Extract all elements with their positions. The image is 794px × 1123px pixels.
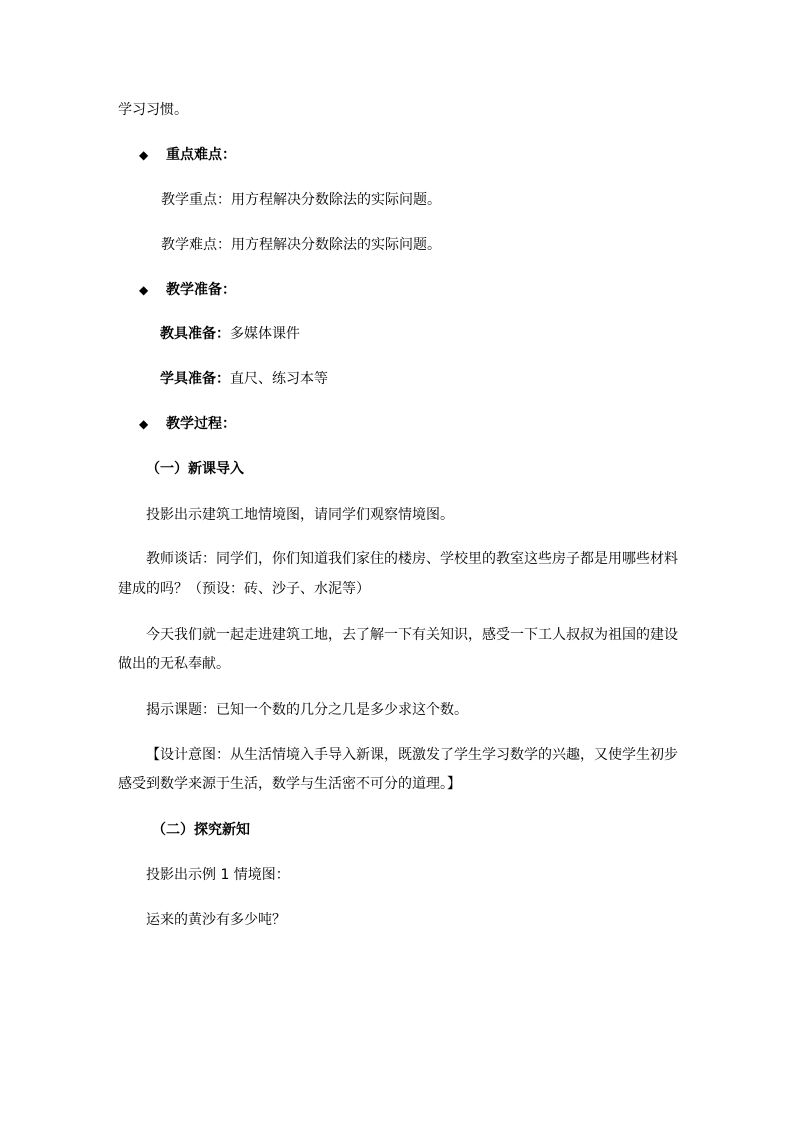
teacher-prep bbox=[160, 324, 300, 344]
section1-heading: （一）新课导入 bbox=[146, 461, 244, 477]
student-prep-label: 学具准备： bbox=[160, 371, 230, 387]
diamond-bullet-icon: ◆ bbox=[139, 417, 149, 431]
design-intent-line2: 感受到数学来源于生活，数学与生活密不可分的道理。】 bbox=[118, 776, 461, 792]
teacher-talk-line2: 建成的吗？（预设：砖、沙子、水泥等） bbox=[118, 581, 370, 597]
reveal-topic: 揭示课题：已知一个数的几分之几是多少求这个数。 bbox=[146, 702, 468, 718]
teacher-talk-line1: 教师谈话：同学们，你们知道我们家住的楼房、学校里的教室这些房子都是用哪些材料 bbox=[146, 551, 678, 567]
process-heading: 教学过程： bbox=[166, 416, 236, 432]
diamond-bullet-icon: ◆ bbox=[139, 283, 149, 297]
section2-heading: （二）探究新知 bbox=[152, 822, 250, 838]
teacher-prep-value: 多媒体课件 bbox=[230, 326, 300, 342]
teacher-prep-label: 教具准备： bbox=[160, 326, 230, 342]
diamond-bullet-icon: ◆ bbox=[139, 148, 149, 162]
continuation-text: 学习习惯。 bbox=[118, 102, 188, 118]
preparation-heading: 教学准备： bbox=[166, 282, 236, 298]
student-prep bbox=[160, 369, 328, 389]
key-points-heading: 重点难点： bbox=[166, 147, 236, 163]
intro-line2: 做出的无私奉献。 bbox=[118, 656, 230, 672]
teaching-difficulty: 教学难点：用方程解决分数除法的实际问题。 bbox=[161, 237, 441, 253]
question-text: 运来的黄沙有多少吨？ bbox=[146, 912, 286, 928]
design-intent-line1: 【设计意图：从生活情境入手导入新课，既激发了学生学习数学的兴趣，又使学生初步 bbox=[146, 747, 678, 763]
student-prep-value: 直尺、练习本等 bbox=[230, 371, 328, 387]
intro-line1: 今天我们就一起走进建筑工地，去了解一下有关知识，感受一下工人叔叔为祖国的建设 bbox=[146, 627, 678, 643]
teaching-focus: 教学重点：用方程解决分数除法的实际问题。 bbox=[161, 192, 441, 208]
example-intro: 投影出示例 1 情境图： bbox=[146, 867, 290, 883]
section1-paragraph: 投影出示建筑工地情境图，请同学们观察情境图。 bbox=[146, 507, 454, 523]
